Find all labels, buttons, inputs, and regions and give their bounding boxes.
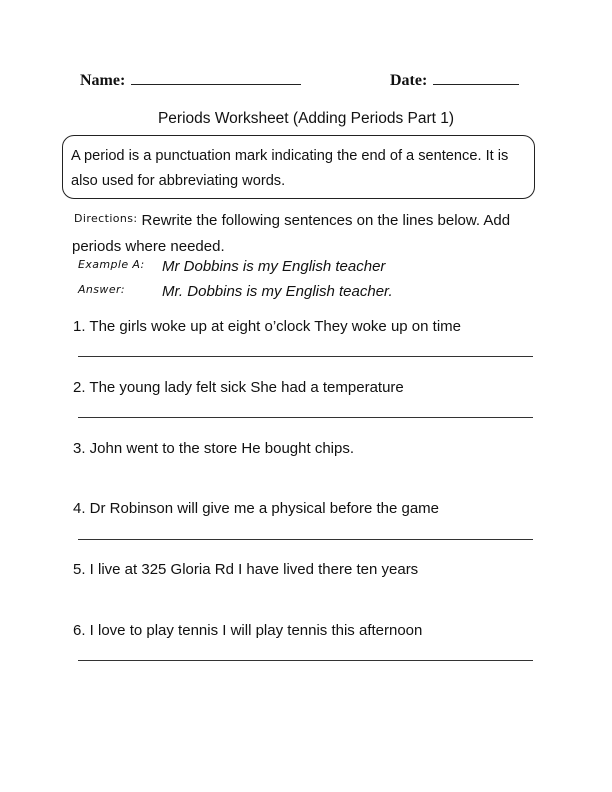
question-1: 1. The girls woke up at eight o’clock They woke up on time xyxy=(73,318,461,335)
answer-row xyxy=(78,283,393,300)
answer-line-1 xyxy=(78,356,533,357)
answer-label: Answer: xyxy=(78,283,126,296)
answer-text: Mr. Dobbins is my English teacher. xyxy=(162,283,393,300)
answer-line-2 xyxy=(78,417,533,418)
example-text: Mr Dobbins is my English teacher xyxy=(162,258,386,275)
answer-line-4 xyxy=(78,539,533,540)
header-row xyxy=(0,70,612,94)
name-blank-line xyxy=(131,70,301,85)
example-row xyxy=(78,258,385,275)
definition-text: A period is a punctuation mark indicating the end of a sentence. It is also used for abbreviating words. xyxy=(71,148,509,189)
definition-box xyxy=(62,135,535,199)
directions-label: Directions: xyxy=(74,212,138,225)
example-label: Example A: xyxy=(78,258,145,271)
date-label: Date: xyxy=(390,72,428,89)
question-3: 3. John went to the store He bought chips. xyxy=(73,440,355,457)
directions-text: Rewrite the following sentences on the lines below. Add periods where needed. xyxy=(72,212,511,255)
date-field xyxy=(390,70,519,90)
question-2: 2. The young lady felt sick She had a temperature xyxy=(73,379,404,396)
name-field xyxy=(80,70,301,90)
directions xyxy=(72,206,542,260)
question-6: 6. I love to play tennis I will play tennis this afternoon xyxy=(73,622,423,639)
answer-line-6 xyxy=(78,660,533,661)
date-blank-line xyxy=(433,70,519,85)
question-4: 4. Dr Robinson will give me a physical before the game xyxy=(73,500,440,517)
question-5: 5. I live at 325 Gloria Rd I have lived there ten years xyxy=(73,561,419,578)
name-label: Name: xyxy=(80,72,126,89)
worksheet-title: Periods Worksheet (Adding Periods Part 1) xyxy=(157,110,455,127)
